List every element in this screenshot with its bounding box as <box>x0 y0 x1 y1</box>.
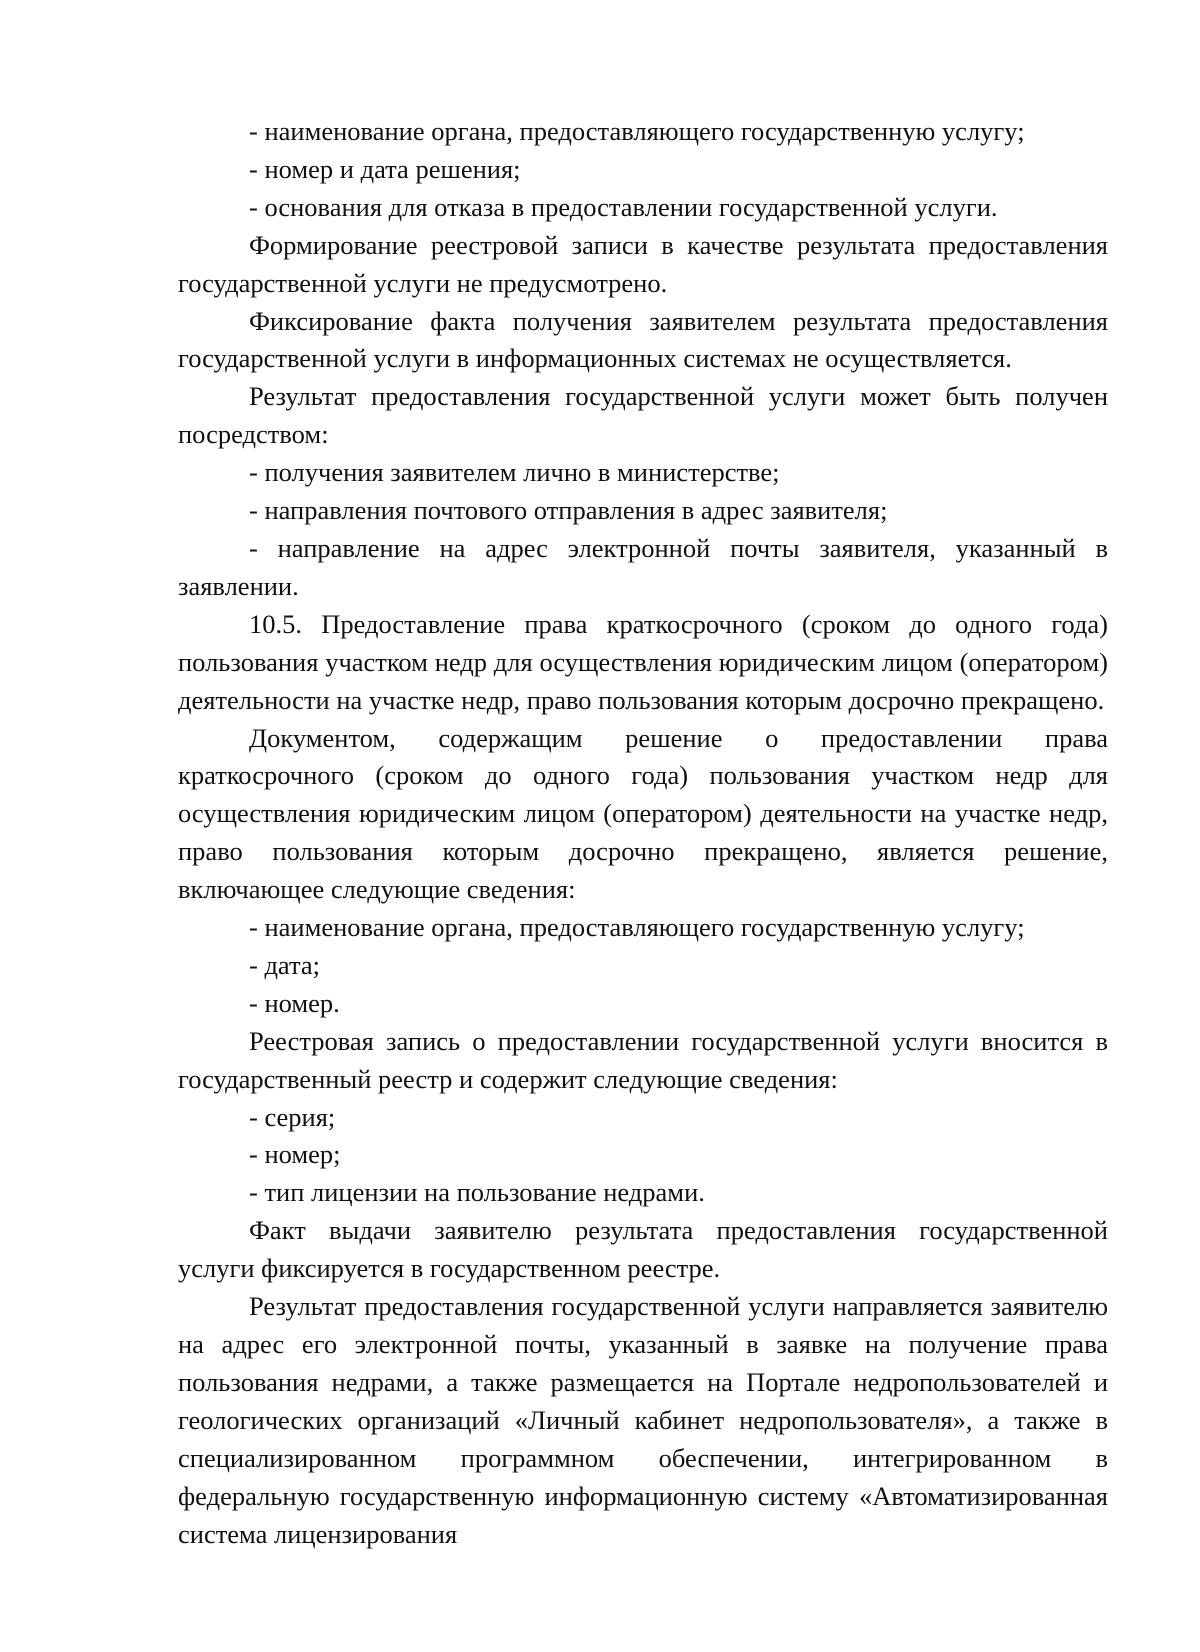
paragraph-16: - серия; <box>249 1101 336 1132</box>
document-body <box>178 113 1108 1553</box>
paragraph-2: - номер и дата решения; <box>249 153 521 184</box>
paragraph-10: 10.5. Предоставление права краткосрочного (сроком до одного года) пользования участком недр для осуществления юридическим лицом (оператором) деятельности на участке недр, право пользования которым досрочно прекращено. <box>178 608 1108 715</box>
paragraph-8: - направления почтового отправления в адрес заявителя; <box>249 495 888 526</box>
paragraph-6: Результат предоставления государственной услуги может быть получен посредством: <box>178 381 1108 450</box>
paragraph-18: - тип лицензии на пользование недрами. <box>249 1177 705 1208</box>
paragraph-4: Формирование реестровой записи в качестве результата предоставления государственной услуги не предусмотрено. <box>178 229 1108 298</box>
paragraph-1: - наименование органа, предоставляющего государственную услугу; <box>249 116 1025 146</box>
paragraph-13: - дата; <box>249 949 321 980</box>
paragraph-5: Фиксирование факта получения заявителем результата предоставления государственной услуги в информационных системах не осуществляется. <box>178 305 1108 374</box>
paragraph-14: - номер. <box>249 987 340 1018</box>
paragraph-3: - основания для отказа в предоставлении государственной услуги. <box>249 191 998 222</box>
paragraph-7: - получения заявителем лично в министерстве; <box>249 457 780 488</box>
paragraph-20: Результат предоставления государственной услуги направляется заявителю на адрес его электронной почты, указанный в заявке на получение права пользования недрами, а также размещается на Портале недропользователей и геологических организаций «Личный кабинет недропользователя», а также в специализированном программном обеспечении, интегрированном в федеральную государственную информационную систему «Автоматизированная система лицензирования <box>178 1291 1108 1549</box>
paragraph-11: Документом, содержащим решение о предоставлении права краткосрочного (сроком до одного года) пользования участком недр для осуществления юридическим лицом (оператором) деятельности на участке недр, право пользования которым досрочно прекращено, является решение, включающее следующие сведения: <box>178 722 1108 905</box>
paragraph-12: - наименование органа, предоставляющего государственную услугу; <box>249 912 1025 943</box>
paragraph-19: Факт выдачи заявителю результата предоставления государственной услуги фиксируется в государственном реестре. <box>178 1215 1108 1284</box>
paragraph-9: - направление на адрес электронной почты заявителя, указанный в заявлении. <box>178 532 1108 601</box>
paragraph-15: Реестровая запись о предоставлении государственной услуги вносится в государственный реестр и содержит следующие сведения: <box>178 1025 1108 1094</box>
paragraph-17: - номер; <box>249 1139 341 1170</box>
